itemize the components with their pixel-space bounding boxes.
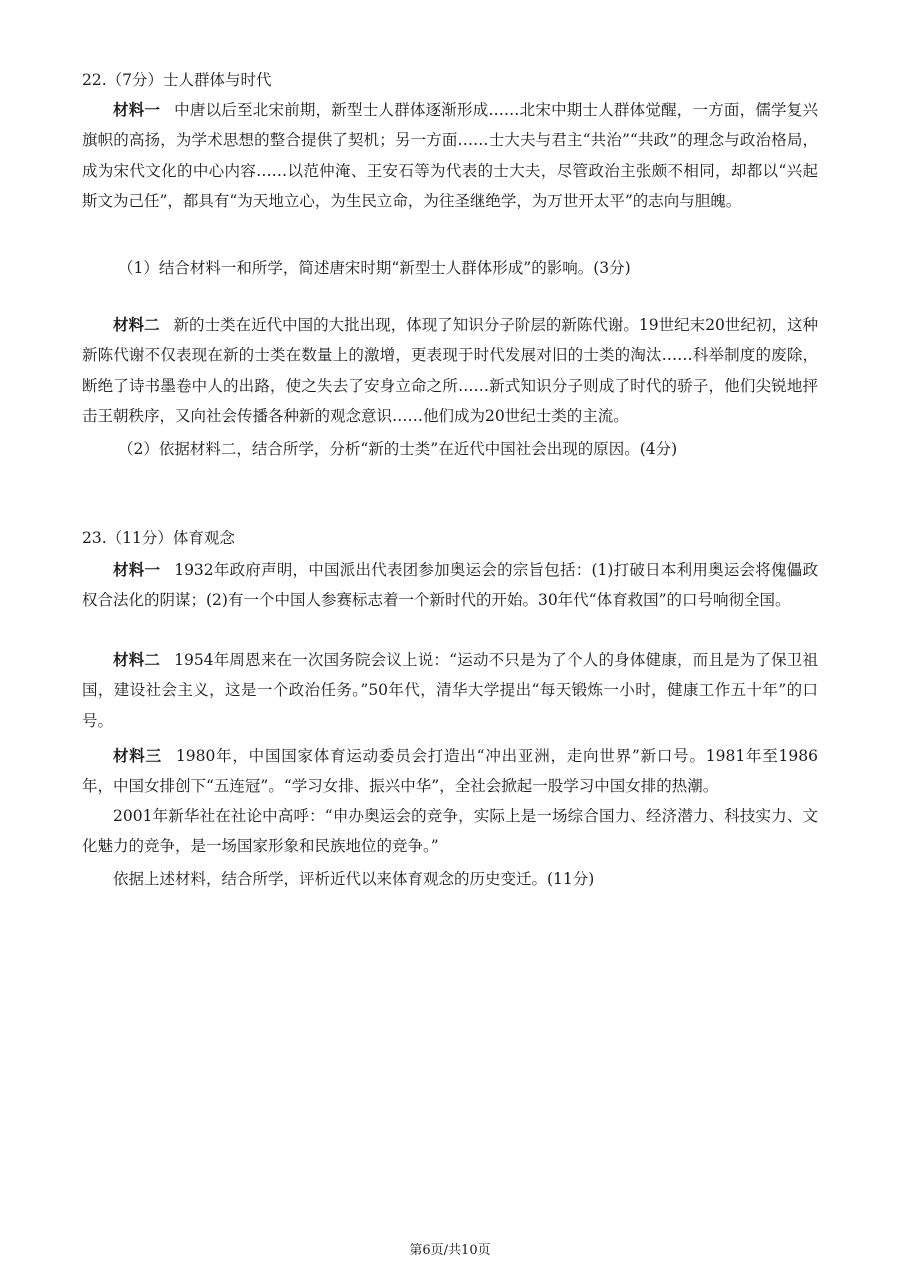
q23-material-2-text: 1954年周恩来在一次国务院会议上说：“运动不只是为了个人的身体健康，而且是为了保卫祖国，建设社会主义，这是一个政治任务。”50年代，清华大学提出“每天锻炼一小时，健康工作五十年”的口号。 — [82, 651, 818, 730]
q22-material-2 — [82, 310, 818, 431]
q23-material-3 — [82, 741, 818, 802]
q22-subquestion-2: （2）依据材料二，结合所学，分析“新的士类”在近代中国社会出现的原因。(4分) — [118, 440, 678, 458]
q23-material-1-text: 1932年政府声明，中国派出代表团参加奥运会的宗旨包括：(1)打破日本利用奥运会将傀儡政权合法化的阴谋；(2)有一个中国人参赛标志着一个新时代的开始。30年代“体育救国”的口号响彻全国。 — [82, 561, 818, 610]
q22-subquestion-1: （1）结合材料一和所学，简述唐宋时期“新型士人群体形成”的影响。(3分) — [118, 259, 631, 277]
q23-material-3-continued: 2001年新华社在社论中高呼：“申办奥运会的竞争，实际上是一场综合国力、经济潜力、科技实力、文化魅力的竞争，是一场国家形象和民族地位的竞争。” — [82, 807, 818, 856]
q22-material-1-text: 中唐以后至北宋前期，新型士人群体逐渐形成……北宋中期士人群体觉醒，一方面，儒学复兴旗帜的高扬，为学术思想的整合提供了契机；另一方面……士大夫与君主“共治”“共政”的理念与政治格局，成为宋代文化的中心内容……以范仲淹、王安石等为代表的士大夫，尽管政治主张颇不相同，却都以“兴起斯文为己任”，都具有“为天地立心，为生民立命，为往圣继绝学，为万世开太平”的志向与胆魄。 — [82, 101, 818, 210]
q23-material-2 — [82, 645, 818, 736]
q22-material-1 — [82, 95, 818, 216]
q22-material-2-text: 新的士类在近代中国的大批出现，体现了知识分子阶层的新陈代谢。19世纪末20世纪初，这种新陈代谢不仅表现在新的士类在数量上的激增，更表现于时代发展对旧的士类的淘汰……科举制度的废除，断绝了诗书墨卷中人的出路，使之失去了安身立命之所……新式知识分子则成了时代的骄子，他们尖锐地抨击王朝秩序，又向社会传播各种新的观念意识……他们成为20世纪士类的主流。 — [82, 316, 818, 425]
page-number: 第6页/共10页 — [409, 1243, 491, 1258]
q23-material-2-label: 材料二 — [113, 650, 161, 669]
question-22-title: 22.（7分）士人群体与时代 — [82, 71, 272, 89]
q22-material-1-label: 材料一 — [113, 100, 161, 119]
q22-material-2-label: 材料二 — [113, 315, 160, 334]
question-23-title: 23.（11分）体育观念 — [82, 529, 235, 547]
q23-material-3-label: 材料三 — [113, 746, 162, 765]
q23-material-1-label: 材料一 — [113, 560, 161, 579]
q23-material-3-text: 1980年，中国国家体育运动委员会打造出“冲出亚洲，走向世界”新口号。1981年至1986年，中国女排创下“五连冠”。“学习女排、振兴中华”，全社会掀起一股学习中国女排的热潮。 — [82, 747, 818, 796]
q23-material-1 — [82, 555, 818, 616]
q23-task: 依据上述材料，结合所学，评析近代以来体育观念的历史变迁。(11分) — [113, 870, 595, 888]
